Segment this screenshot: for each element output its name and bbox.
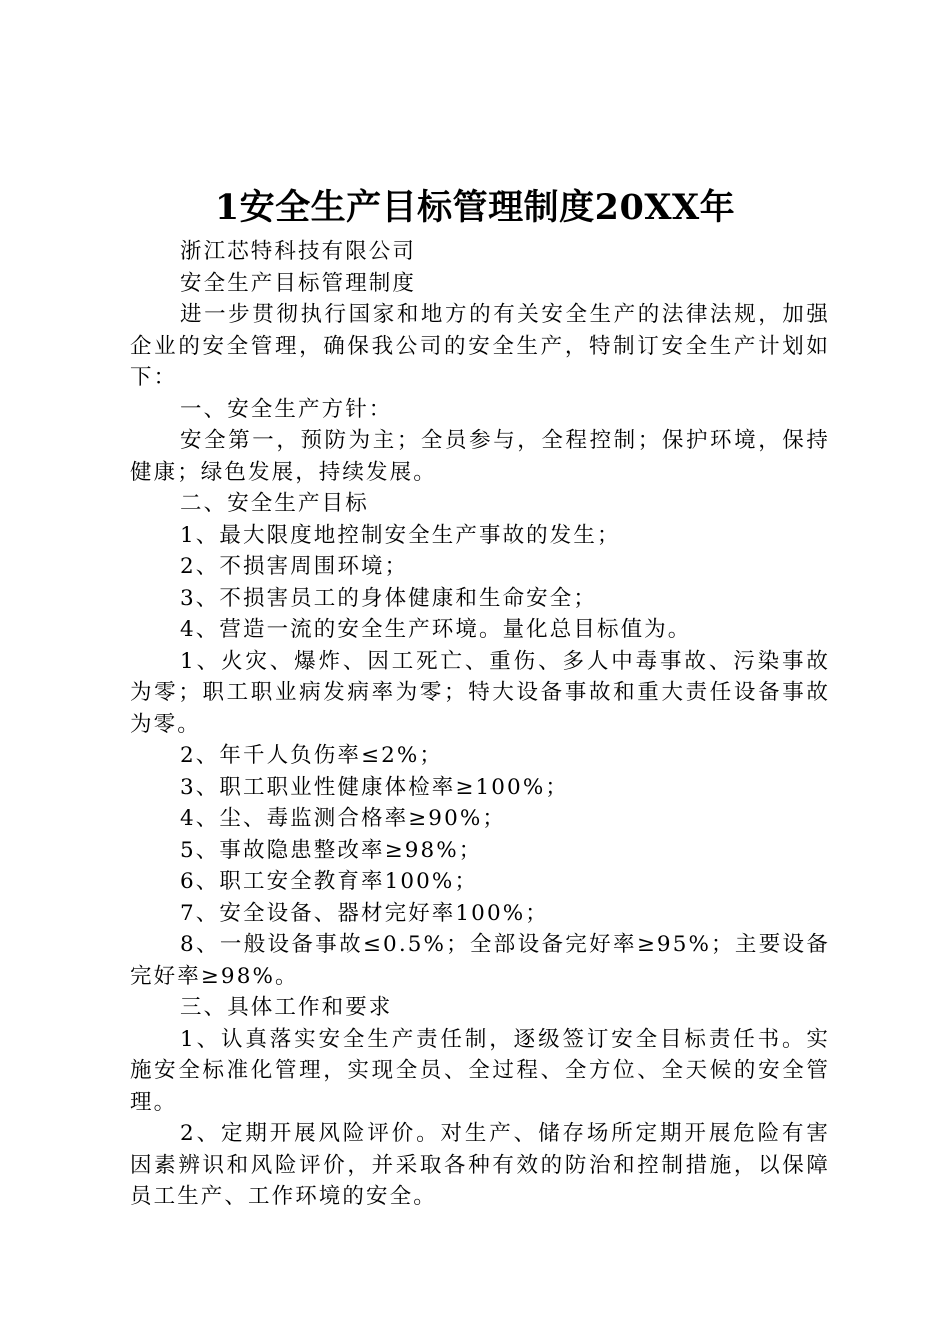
target-item: 1、火灾、爆炸、因工死亡、重伤、多人中毒事故、污染事故为零；职工职业病发病率为零；特大设备事故和重大责任设备事故为零。 bbox=[130, 648, 830, 737]
intro-paragraph: 进一步贯彻执行国家和地方的有关安全生产的法律法规，加强企业的安全管理，确保我公司的安全生产，特制订安全生产计划如下： bbox=[130, 302, 830, 390]
goal-item: 3、不损害员工的身体健康和生命安全； bbox=[180, 585, 597, 611]
goal-item: 2、不损害周围环境； bbox=[180, 554, 409, 579]
policy-paragraph: 安全第一，预防为主；全员参与，全程控制；保护环境，保持健康；绿色发展，持续发展。 bbox=[130, 428, 830, 485]
target-item: 4、尘、毒监测合格率≥90%； bbox=[180, 806, 506, 831]
goal-item: 1、最大限度地控制安全生产事故的发生； bbox=[180, 522, 621, 548]
target-item: 7、安全设备、器材完好率100%； bbox=[180, 900, 549, 926]
target-item: 2、年千人负伤率≤2%； bbox=[180, 743, 444, 768]
target-item: 5、事故隐患整改率≥98%； bbox=[180, 837, 483, 863]
target-item: 6、职工安全教育率100%； bbox=[180, 869, 479, 894]
document-body bbox=[130, 236, 830, 1213]
company-name: 浙江芯特科技有限公司 bbox=[180, 239, 417, 264]
target-item: 3、职工职业性健康体检率≥100%； bbox=[180, 774, 569, 800]
requirement-item: 2、定期开展风险评价。对生产、储存场所定期开展危险有害因素辨识和风险评价，并采取各种有效的防治和控制措施，以保障员工生产、工作环境的安全。 bbox=[130, 1121, 830, 1209]
section-heading-policy: 一、安全生产方针： bbox=[180, 396, 393, 422]
document-subtitle: 安全生产目标管理制度 bbox=[180, 270, 417, 296]
requirement-item: 1、认真落实安全生产责任制，逐级签订安全目标责任书。实施安全标准化管理，实现全员、全过程、全方位、全天候的安全管理。 bbox=[130, 1026, 830, 1115]
section-heading-requirements: 三、具体工作和要求 bbox=[180, 995, 393, 1020]
goal-item: 4、营造一流的安全生产环境。量化总目标值为。 bbox=[180, 617, 692, 642]
document-title: 1安全生产目标管理制度20XX年 bbox=[214, 187, 736, 228]
section-heading-goals: 二、安全生产目标 bbox=[180, 491, 369, 516]
target-item: 8、一般设备事故≤0.5%；全部设备完好率≥95%；主要设备完好率≥98%。 bbox=[130, 932, 830, 989]
